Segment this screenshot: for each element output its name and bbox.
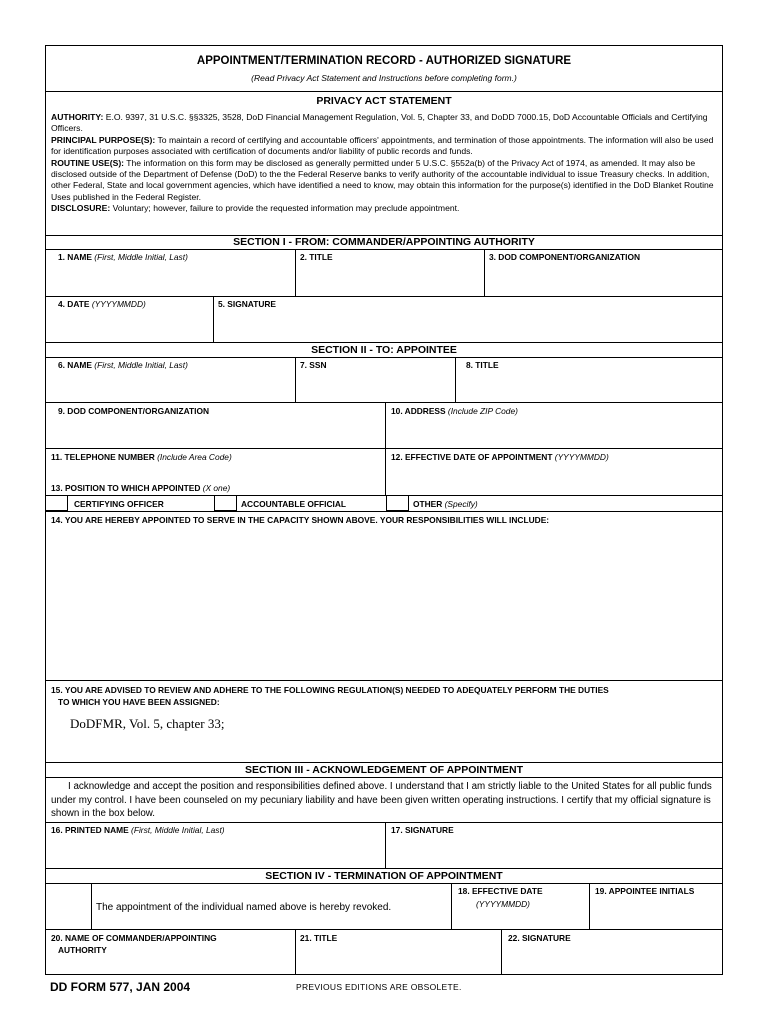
other-option-hint: (Specify) — [442, 499, 478, 509]
field-15-value[interactable]: DoDFMR, Vol. 5, chapter 33; — [70, 716, 225, 731]
section-2-heading: SECTION II - TO: APPOINTEE — [311, 344, 457, 356]
field-1-name[interactable] — [58, 252, 188, 262]
field-3-component[interactable] — [489, 252, 640, 262]
divider — [46, 342, 722, 343]
divider — [46, 762, 722, 763]
divider — [455, 357, 456, 402]
divider — [46, 402, 722, 403]
field-8-title[interactable] — [466, 360, 499, 370]
divider — [46, 777, 722, 778]
certifying-officer-checkbox[interactable] — [46, 496, 68, 511]
divider — [295, 249, 296, 296]
field-6-label: 6. NAME — [58, 360, 92, 370]
divider — [46, 822, 722, 823]
divider — [451, 883, 452, 929]
authority-paragraph — [51, 112, 719, 135]
field-11-telephone[interactable] — [51, 452, 232, 462]
field-4-label: 4. DATE — [58, 299, 90, 309]
privacy-act-heading: PRIVACY ACT STATEMENT — [316, 95, 452, 107]
field-18-label: 18. EFFECTIVE DATE — [458, 886, 543, 896]
divider — [484, 249, 485, 296]
form-identifier: DD FORM 577, JAN 2004 — [50, 980, 191, 994]
revoke-checkbox[interactable] — [51, 887, 87, 925]
acknowledgement-text — [51, 780, 719, 821]
divider — [91, 883, 92, 929]
field-15-label-line2: TO WHICH YOU HAVE BEEN ASSIGNED: — [58, 697, 220, 707]
other-checkbox[interactable] — [386, 496, 409, 511]
field-18-hint — [476, 899, 530, 909]
field-12-label: 12. EFFECTIVE DATE OF APPOINTMENT — [391, 452, 553, 462]
field-17-label: 17. SIGNATURE — [391, 825, 454, 835]
field-1-hint: (First, Middle Initial, Last) — [91, 252, 188, 262]
field-20-label-line2: AUTHORITY — [58, 945, 107, 955]
form-title: APPOINTMENT/TERMINATION RECORD - AUTHORIZED SIGNATURE — [196, 55, 572, 67]
field-16-printed-name[interactable] — [51, 825, 225, 835]
divider — [589, 883, 590, 929]
routine-use-paragraph — [51, 158, 719, 204]
field-8-label: 8. TITLE — [466, 360, 499, 370]
field-6-hint: (First, Middle Initial, Last) — [91, 360, 188, 370]
field-16-hint: (First, Middle Initial, Last) — [128, 825, 225, 835]
field-1-label: 1. NAME — [58, 252, 92, 262]
section-3-heading: SECTION III - ACKNOWLEDGEMENT OF APPOINTMENT — [244, 764, 524, 776]
authority-label: AUTHORITY: — [51, 112, 104, 122]
privacy-act-statement — [51, 112, 719, 215]
field-21-label: 21. TITLE — [300, 933, 338, 943]
divider — [46, 511, 722, 512]
field-18-effective-date[interactable] — [458, 886, 543, 896]
field-7-label: 7. SSN — [300, 360, 327, 370]
field-10-hint: (Include ZIP Code) — [445, 406, 518, 416]
field-21-title[interactable] — [300, 933, 337, 943]
accountable-official-checkbox[interactable] — [214, 496, 237, 511]
divider — [46, 249, 722, 250]
field-14-responsibilities[interactable] — [51, 515, 549, 525]
divider — [46, 91, 722, 92]
divider — [46, 495, 722, 496]
dd-form-577 — [45, 45, 723, 975]
divider — [46, 296, 722, 297]
field-4-hint: (YYYYMMDD) — [89, 299, 146, 309]
field-19-label: 19. APPOINTEE INITIALS — [595, 886, 695, 896]
section-4-heading: SECTION IV - TERMINATION OF APPOINTMENT — [265, 870, 503, 882]
field-5-signature[interactable] — [218, 299, 276, 309]
routine-use-label: ROUTINE USE(S): — [51, 157, 125, 168]
divider — [46, 448, 722, 449]
field-12-hint: (YYYYMMDD) — [552, 452, 609, 462]
field-17-signature[interactable] — [391, 825, 454, 835]
certifying-officer-option: CERTIFYING OFFICER — [74, 499, 164, 509]
field-14-label: 14. YOU ARE HEREBY APPOINTED TO SERVE IN THE CAPACITY SHOWN ABOVE. YOUR RESPONSIBILITIES WILL INCLUDE: — [51, 515, 550, 525]
field-20-commander-name[interactable] — [51, 933, 217, 943]
disclosure-label: DISCLOSURE: — [51, 203, 111, 214]
field-2-label: 2. TITLE — [300, 252, 333, 262]
field-13-hint: (X one) — [200, 483, 231, 493]
acknowledgement-body: I acknowledge and accept the position and responsibilities defined above. I understand that I am strictly liable to the United States for all public funds under my control. I have been counseled on my pecuniary liability and have been given written operating instructions. I certify that my official signature is shown in the box below. — [51, 781, 712, 819]
routine-use-text: The information on this form may be disclosed as generally permitted under 5 U.S.C. §552a(b) of the Privacy Act of 1974, as amended. It may also be disclosed outside of the Department of Defense (DoD) to the the Federal Reserve banks to verify authority of the accountable individual to issue Treasury checks. In addition, other Federal, State and local government agencies, which have identified a need to know, may obtain this information for the purpose(s) identified in the DoD Blanket Routine Uses published in the Federal Register. — [51, 157, 714, 202]
divider — [501, 929, 502, 974]
accountable-official-option: ACCOUNTABLE OFFICIAL — [241, 499, 346, 509]
disclosure-paragraph — [51, 203, 719, 214]
field-13-label: 13. POSITION TO WHICH APPOINTED — [51, 483, 201, 493]
field-22-label: 22. SIGNATURE — [508, 933, 571, 943]
field-2-title[interactable] — [300, 252, 333, 262]
field-16-label: 16. PRINTED NAME — [51, 825, 129, 835]
field-10-address[interactable] — [391, 406, 518, 416]
divider — [46, 883, 722, 884]
purpose-label: PRINCIPAL PURPOSE(S): — [51, 134, 156, 145]
divider — [385, 822, 386, 868]
field-18-hint-text: (YYYYMMDD) — [476, 899, 530, 909]
purpose-text: To maintain a record of certifying and accountable officers' appointments, and termination of those appointments. The information will also be used for identification purposes associated with certification of documents and/or liability of public records and funds. — [51, 134, 714, 157]
divider — [46, 680, 722, 681]
revoke-statement: The appointment of the individual named above is hereby revoked. — [96, 902, 392, 913]
field-11-hint: (Include Area Code) — [154, 452, 232, 462]
field-6-name[interactable] — [58, 360, 188, 370]
divider — [46, 929, 722, 930]
field-15-label-line1: 15. YOU ARE ADVISED TO REVIEW AND ADHERE TO THE FOLLOWING REGULATION(S) NEEDED TO ADEQUATELY PERFORM THE DUTIES — [51, 685, 609, 695]
field-19-initials[interactable] — [595, 886, 694, 896]
divider — [46, 357, 722, 358]
field-5-label: 5. SIGNATURE — [218, 299, 277, 309]
divider — [46, 868, 722, 869]
other-option-label: OTHER — [413, 499, 443, 509]
authority-text: E.O. 9397, 31 U.S.C. §§3325, 3528, DoD Financial Management Regulation, Vol. 5, Chapter 33, and DoDD 7000.15, DoD Accountable Officials and Certifying Officers. — [51, 112, 708, 134]
section-1-heading: SECTION I - FROM: COMMANDER/APPOINTING AUTHORITY — [233, 236, 535, 248]
field-12-effective-date[interactable] — [391, 452, 609, 462]
field-3-label: 3. DOD COMPONENT/ORGANIZATION — [489, 252, 641, 262]
field-15-regulations[interactable] — [51, 685, 609, 695]
field-22-signature[interactable] — [508, 933, 571, 943]
divider — [295, 929, 296, 974]
purpose-paragraph — [51, 135, 719, 158]
field-7-ssn[interactable] — [300, 360, 327, 370]
other-option — [413, 499, 478, 509]
field-9-component[interactable] — [58, 406, 209, 416]
field-4-date[interactable] — [58, 299, 146, 309]
previous-editions-notice: PREVIOUS EDITIONS ARE OBSOLETE. — [296, 982, 462, 992]
field-9-label: 9. DOD COMPONENT/ORGANIZATION — [58, 406, 210, 416]
field-13-label-row — [51, 483, 230, 493]
field-10-label: 10. ADDRESS — [391, 406, 446, 416]
divider — [295, 357, 296, 402]
divider — [213, 296, 214, 342]
form-subtitle: (Read Privacy Act Statement and Instructions before completing form.) — [251, 73, 517, 83]
disclosure-text: Voluntary; however, failure to provide the requested information may preclude appointment. — [110, 203, 460, 214]
field-20-label-line1: 20. NAME OF COMMANDER/APPOINTING — [51, 933, 217, 943]
field-11-label: 11. TELEPHONE NUMBER — [51, 452, 155, 462]
